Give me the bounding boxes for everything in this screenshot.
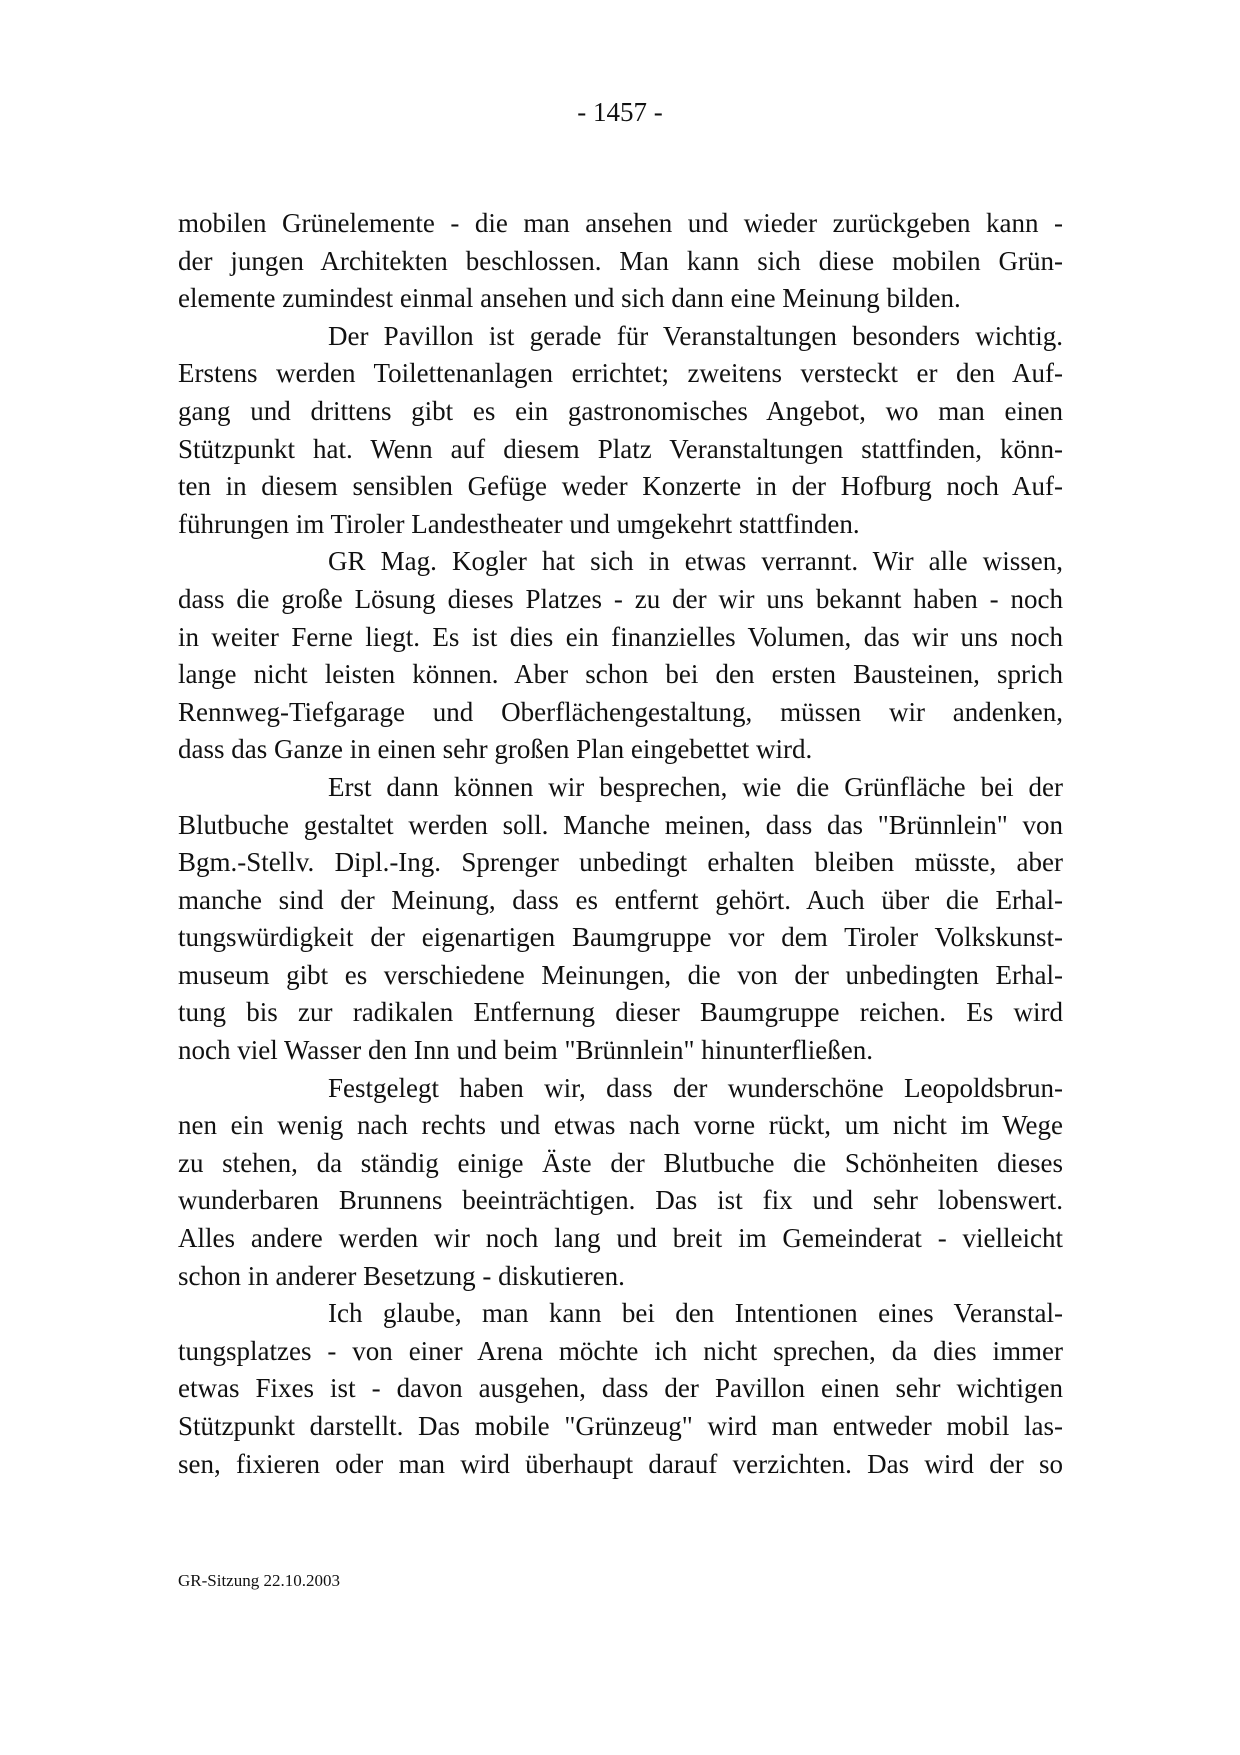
- paragraph: [178, 1295, 1063, 1483]
- paragraph: [178, 543, 1063, 769]
- text-line: mobilen Grünelemente - die man ansehen und wieder zurückgeben kann -: [178, 208, 1063, 238]
- paragraph: [178, 205, 1063, 318]
- text-line: Ich glaube, man kann bei den Intentionen eines Veranstal-: [328, 1298, 1063, 1329]
- text-line: tungsplatzes - von einer Arena möchte ich nicht sprechen, da dies immer: [178, 1335, 1063, 1366]
- text-line: wunderbaren Brunnens beeinträchtigen. Das ist fix und sehr lobenswert.: [178, 1185, 1063, 1216]
- text-line: GR Mag. Kogler hat sich in etwas verrannt. Wir alle wissen,: [328, 546, 1063, 577]
- text-line: museum gibt es verschiedene Meinungen, die von der unbedingten Erhal-: [178, 959, 1063, 990]
- text-line: führungen im Tiroler Landestheater und umgekehrt stattfinden.: [178, 508, 860, 539]
- text-line: dass die große Lösung dieses Platzes - zu der wir uns bekannt haben - noch: [178, 583, 1063, 614]
- text-line: schon in anderer Besetzung - diskutieren.: [178, 1260, 625, 1291]
- text-line: manche sind der Meinung, dass es entfernt gehört. Auch über die Erhal-: [178, 884, 1063, 915]
- text-line: noch viel Wasser den Inn und beim "Brünnlein" hinunterfließen.: [178, 1035, 873, 1066]
- body-text: [178, 205, 1063, 1483]
- text-line: nen ein wenig nach rechts und etwas nach vorne rückt, um nicht im Wege: [178, 1110, 1063, 1141]
- text-line: etwas Fixes ist - davon ausgehen, dass der Pavillon einen sehr wichtigen: [178, 1373, 1063, 1404]
- text-line: elemente zumindest einmal ansehen und sich dann eine Meinung bilden.: [178, 283, 961, 314]
- paragraph: [178, 318, 1063, 544]
- text-line: zu stehen, da ständig einige Äste der Blutbuche die Schönheiten dieses: [178, 1147, 1063, 1178]
- text-line: Erstens werden Toilettenanlagen errichtet; zweitens versteckt er den Auf-: [178, 358, 1063, 389]
- paragraph: [178, 1070, 1063, 1296]
- text-line: in weiter Ferne liegt. Es ist dies ein finanzielles Volumen, das wir uns noch: [178, 621, 1063, 652]
- text-line: gang und drittens gibt es ein gastronomisches Angebot, wo man einen: [178, 395, 1063, 426]
- text-line: sen, fixieren oder man wird überhaupt darauf verzichten. Das wird der so: [178, 1448, 1063, 1479]
- text-line: Stützpunkt darstellt. Das mobile "Grünzeug" wird man entweder mobil las-: [178, 1411, 1063, 1441]
- paragraph: [178, 769, 1063, 1070]
- text-line: ten in diesem sensiblen Gefüge weder Konzerte in der Hofburg noch Auf-: [178, 471, 1063, 502]
- text-line: tungswürdigkeit der eigenartigen Baumgruppe vor dem Tiroler Volkskunst-: [178, 922, 1063, 953]
- text-line: Der Pavillon ist gerade für Veranstaltungen besonders wichtig.: [328, 320, 1063, 351]
- page-number: - 1457 -: [577, 97, 663, 127]
- text-line: Rennweg-Tiefgarage und Oberflächengestaltung, müssen wir andenken,: [178, 696, 1063, 727]
- footer: GR-Sitzung 22.10.2003: [178, 1571, 340, 1590]
- text-line: Blutbuche gestaltet werden soll. Manche meinen, dass das "Brünnlein" von: [178, 809, 1063, 840]
- text-line: dass das Ganze in einen sehr großen Plan eingebettet wird.: [178, 734, 813, 765]
- text-line: tung bis zur radikalen Entfernung dieser Baumgruppe reichen. Es wird: [178, 997, 1063, 1028]
- text-line: lange nicht leisten können. Aber schon bei den ersten Bausteinen, sprich: [178, 659, 1063, 690]
- text-line: Festgelegt haben wir, dass der wunderschöne Leopoldsbrun-: [328, 1072, 1063, 1103]
- text-line: Erst dann können wir besprechen, wie die Grünfläche bei der: [328, 771, 1063, 802]
- text-line: der jungen Architekten beschlossen. Man kann sich diese mobilen Grün-: [178, 245, 1063, 276]
- text-line: Stützpunkt hat. Wenn auf diesem Platz Veranstaltungen stattfinden, könn-: [178, 433, 1063, 464]
- text-line: Alles andere werden wir noch lang und breit im Gemeinderat - vielleicht: [178, 1223, 1063, 1254]
- text-line: Bgm.-Stellv. Dipl.-Ing. Sprenger unbedingt erhalten bleiben müsste, aber: [178, 847, 1063, 878]
